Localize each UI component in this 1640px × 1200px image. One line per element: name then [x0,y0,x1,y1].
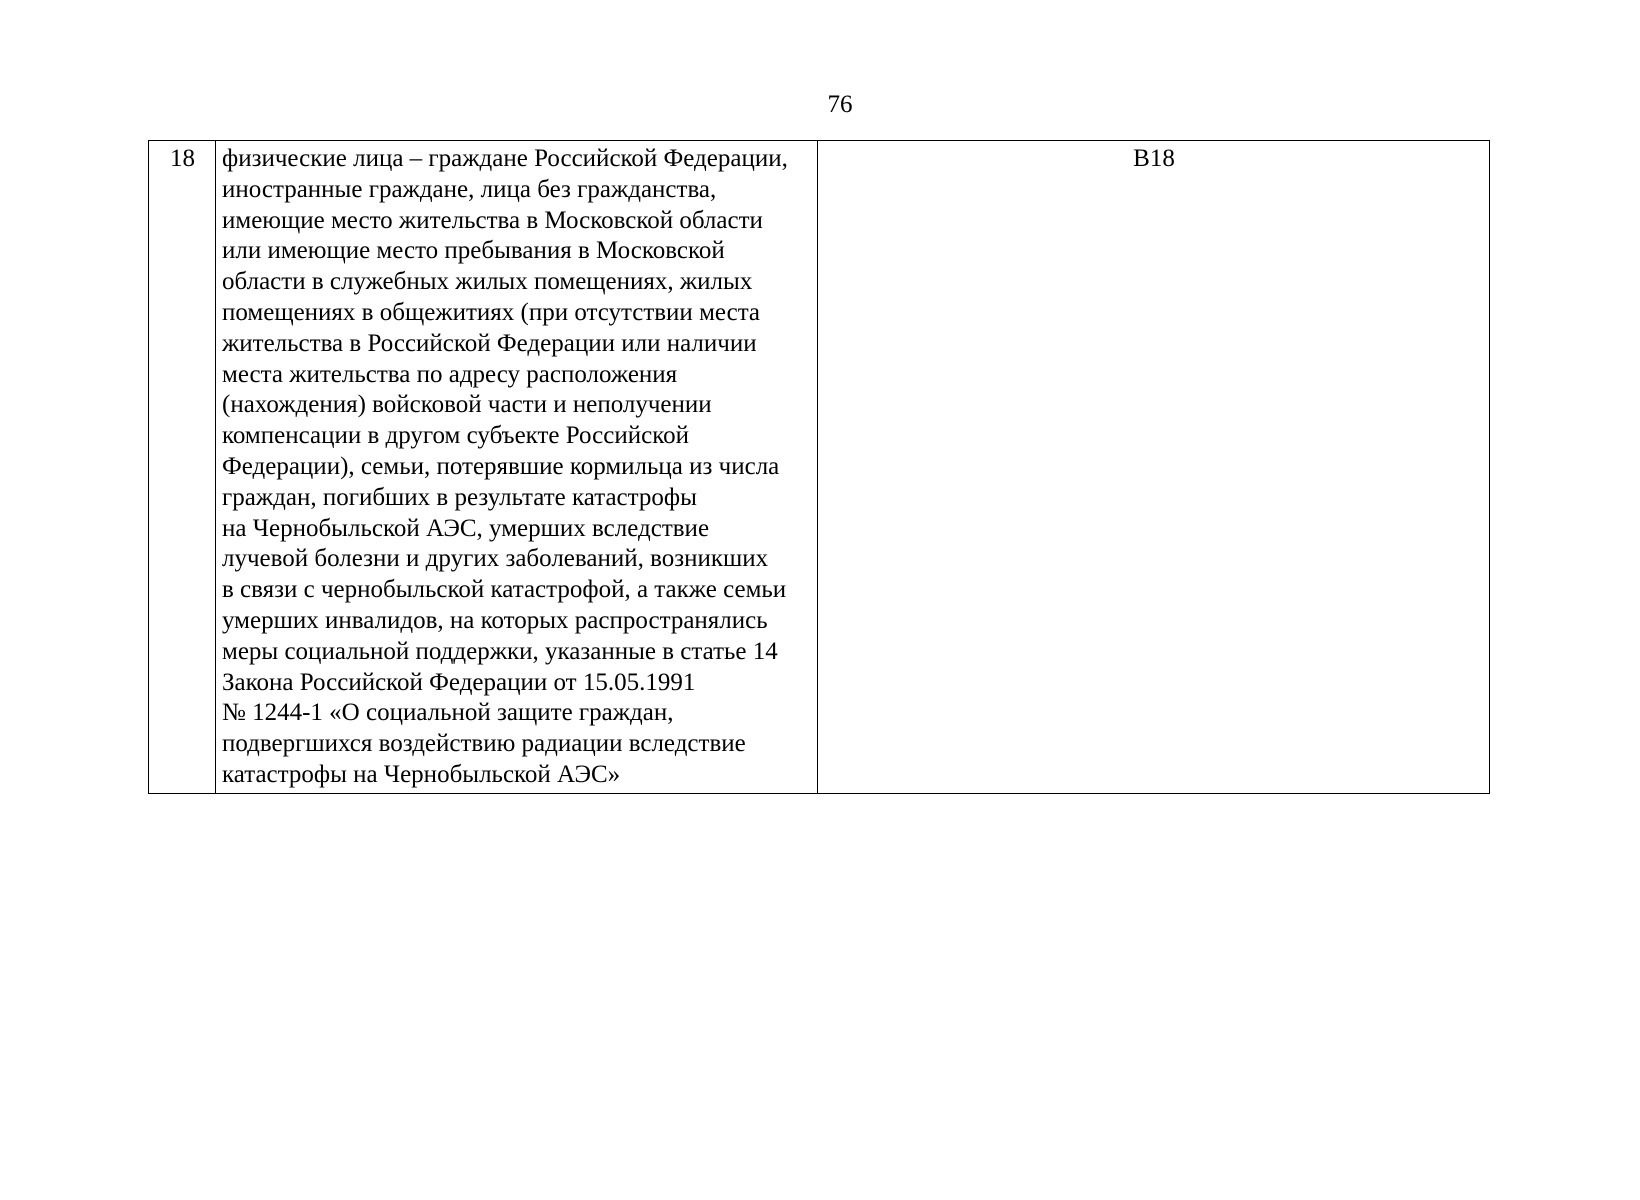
row-number-cell: 18 [149,141,216,794]
description-line: Закона Российской Федерации от 15.05.1991 [222,668,696,696]
description-line: жительства в Российской Федерации или наличии [222,329,757,357]
description-line: меры социальной поддержки, указанные в статье 14 [222,637,778,665]
page-number: 76 [827,91,853,118]
description-line: компенсации в другом субъекте Российской [222,422,689,450]
description-line: умерших инвалидов, на которых распространялись [222,606,768,634]
description-line: помещениях в общежитиях (при отсутствии места [222,298,761,326]
description-line: или имеющие место пребывания в Московской [222,237,725,265]
description-line: в связи с чернобыльской катастрофой, а также семьи [222,576,787,604]
table-row [149,141,1490,794]
description-line: лучевой болезни и других заболеваний, возникших [222,545,769,573]
description-line: граждан, погибших в результате катастрофы [222,483,697,511]
description-line: места жительства по адресу расположения [222,360,678,388]
description-line: иностранные граждане, лица без гражданства, [222,175,717,203]
description-line: имеющие место жительства в Московской области [222,206,763,234]
description-line: катастрофы на Чернобыльской АЭС» [222,760,621,788]
document-table [148,140,1490,794]
row-code-cell: В18 [818,141,1490,794]
description-line: (нахождения) войсковой части и неполучении [222,391,712,419]
description-line: физические лица – граждане Российской Федерации, [222,145,788,172]
description-line: подвергшихся воздействию радиации вследствие [222,730,746,758]
description-line: Федерации), семьи, потерявшие кормильца из числа [222,452,780,480]
description-line: на Чернобыльской АЭС, умерших вследствие [222,514,710,542]
description-line: области в служебных жилых помещениях, жилых [222,268,753,296]
row-description-cell [216,141,818,794]
description-line: № 1244-1 «О социальной защите граждан, [222,699,674,727]
